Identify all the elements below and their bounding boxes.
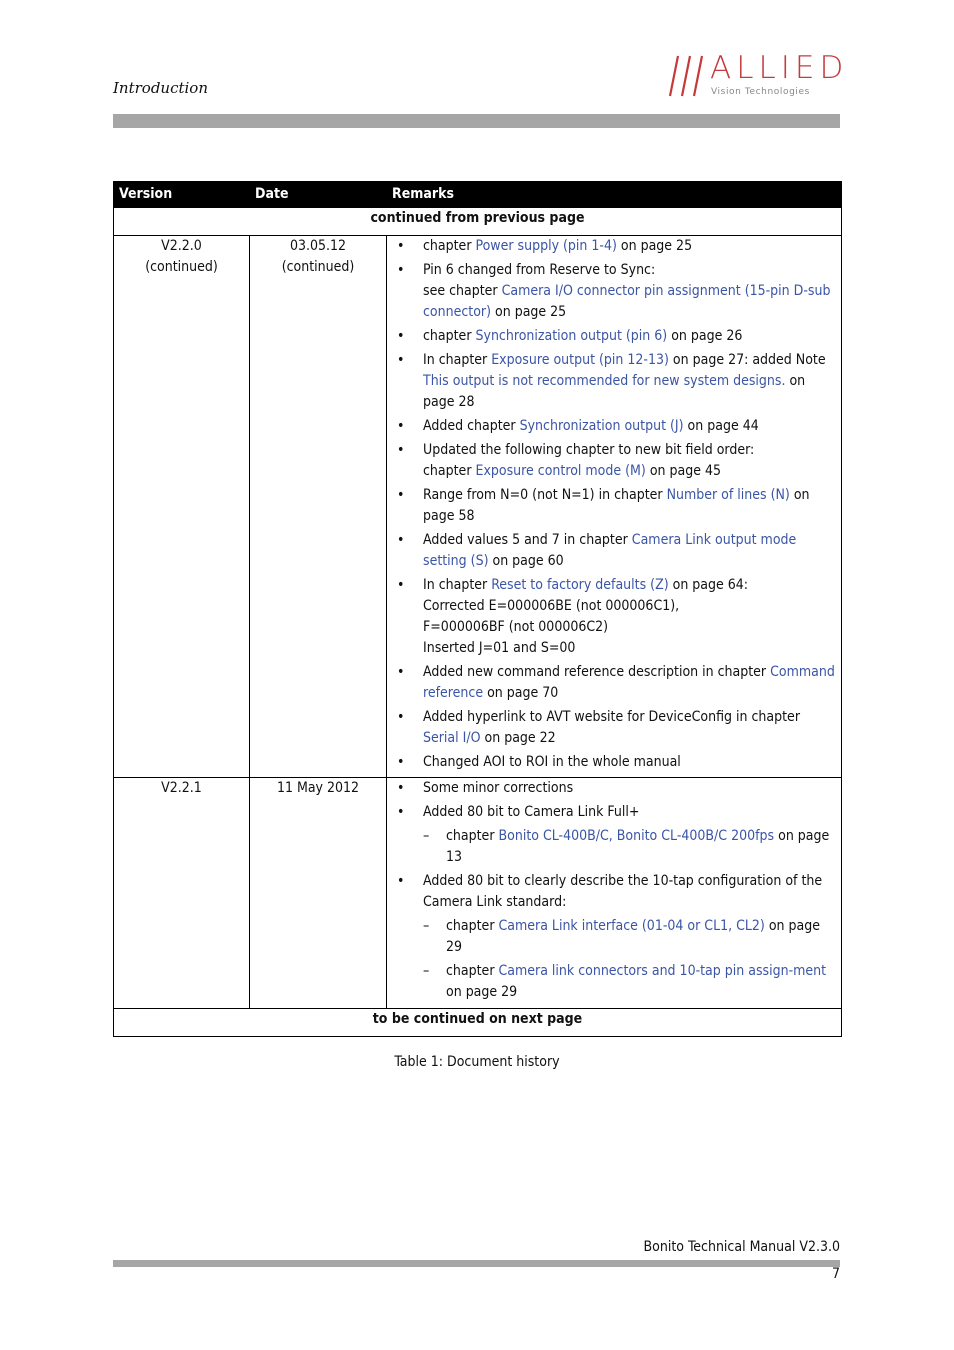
chapter-link[interactable]: Command reference [423, 664, 835, 701]
sub-list [423, 826, 837, 868]
version-value: V2.2.0 [161, 238, 202, 254]
section-title: Introduction [113, 79, 208, 97]
chapter-link[interactable]: Synchronization output (J) [519, 418, 684, 434]
chapter-link[interactable]: Exposure control mode (M) [475, 463, 646, 479]
date-note: (continued) [281, 259, 355, 275]
table-header-row [114, 182, 842, 208]
table-row [114, 778, 842, 1009]
sub-list-item: – chapter Camera Link interface (01-04 or CL1, CL2) on page 29 [423, 916, 837, 958]
date-value: 03.05.12 [289, 238, 347, 254]
document-history-table [113, 181, 842, 1037]
sub-list [423, 916, 837, 1003]
table-caption: Table 1: Document history [394, 1054, 560, 1070]
list-item: • Added values 5 and 7 in chapter Camera Link output mode setting (S) on page 60 [387, 530, 841, 572]
list-item: • In chapter Reset to factory defaults (Z) on page 64: Corrected E=000006BE (not 000006C1), F=000006BF (not 000006C2) Inserted J=01 and S=00 [387, 575, 841, 659]
logo-slashes-icon [666, 52, 710, 98]
list-item: • Some minor corrections [387, 778, 841, 799]
remarks-cell [387, 778, 842, 1009]
page-number: 7 [831, 1266, 840, 1282]
chapter-link[interactable]: Camera Link interface (01-04 or CL1, CL2) [498, 918, 765, 934]
list-item: • Range from N=0 (not N=1) in chapter Number of lines (N) on page 58 [387, 485, 841, 527]
continued-from-row [114, 208, 842, 236]
chapter-link[interactable]: Exposure output (pin 12-13) [491, 352, 669, 368]
chapter-link[interactable]: Synchronization output (pin 6) [475, 328, 668, 344]
allied-logo [666, 50, 849, 102]
logo-tagline: Vision Technologies [711, 87, 810, 97]
continued-from-label: continued from previous page [114, 208, 842, 236]
remarks-cell [387, 236, 842, 778]
column-header-date: Date [250, 182, 387, 208]
column-header-remarks: Remarks [387, 182, 842, 208]
list-item: • chapter Synchronization output (pin 6) on page 26 [387, 326, 841, 347]
list-item: • Added 80 bit to clearly describe the 10-tap configuration of the Camera Link standard: – chapter Camera Link interface (01-04 or CL1, CL2) on page 29 – chapter Camera link connectors and 10-tap pin assign-ment on page 29 [387, 871, 841, 1003]
list-item: • Pin 6 changed from Reserve to Sync: see chapter Camera I/O connector pin assignment (15-pin D-sub connector) on page 25 [387, 260, 841, 323]
version-cell [114, 236, 250, 778]
list-item: • In chapter Exposure output (pin 12-13) on page 27: added Note This output is not recommended for new system designs. on page 28 [387, 350, 841, 413]
list-item: • Updated the following chapter to new bit field order: chapter Exposure control mode (M) on page 45 [387, 440, 841, 482]
list-item: • Added hyperlink to AVT website for DeviceConfig in chapter Serial I/O on page 22 [387, 707, 841, 749]
list-item: • Changed AOI to ROI in the whole manual [387, 752, 841, 773]
note-link[interactable]: This output is not recommended for new system designs. [423, 373, 786, 389]
version-cell [114, 778, 250, 1009]
column-header-version: Version [114, 182, 250, 208]
chapter-link[interactable]: Camera link connectors and 10-tap pin assign-ment [498, 963, 827, 979]
footer-manual-title: Bonito Technical Manual V2.3.0 [643, 1239, 840, 1255]
list-item: • Added 80 bit to Camera Link Full+ – chapter Bonito CL-400B/C, Bonito CL-400B/C 200fps on page 13 [387, 802, 841, 868]
chapter-link[interactable]: Camera Link output mode setting (S) [423, 532, 797, 569]
chapter-link[interactable]: Serial I/O [423, 730, 481, 746]
date-value: 11 May 2012 [276, 780, 360, 796]
sub-list-item: – chapter Camera link connectors and 10-tap pin assign-ment on page 29 [423, 961, 837, 1003]
version-note: (continued) [145, 259, 218, 275]
date-cell [250, 778, 387, 1009]
remarks-list [387, 236, 841, 773]
sub-list-item: – chapter Bonito CL-400B/C, Bonito CL-400B/C 200fps on page 13 [423, 826, 837, 868]
footer-rule [113, 1260, 840, 1267]
chapter-link[interactable]: Camera I/O connector pin assignment (15-pin D-sub connector) [423, 283, 831, 320]
list-item: • Added chapter Synchronization output (J) on page 44 [387, 416, 841, 437]
list-item: • chapter Power supply (pin 1-4) on page 25 [387, 236, 841, 257]
header-rule [113, 114, 840, 128]
continued-to-row [114, 1009, 842, 1037]
version-value: V2.2.1 [161, 780, 202, 796]
list-item: • Added new command reference description in chapter Command reference on page 70 [387, 662, 841, 704]
remarks-list [387, 778, 841, 1003]
chapter-link[interactable]: Reset to factory defaults (Z) [491, 577, 669, 593]
logo-wordmark: ALLIED [710, 50, 849, 86]
continued-to-label: to be continued on next page [114, 1009, 842, 1037]
table-row [114, 236, 842, 778]
chapter-link[interactable]: Bonito CL-400B/C, Bonito CL-400B/C 200fps [498, 828, 775, 844]
chapter-link[interactable]: Number of lines (N) [666, 487, 790, 503]
date-cell [250, 236, 387, 778]
chapter-link[interactable]: Power supply (pin 1-4) [475, 238, 617, 254]
